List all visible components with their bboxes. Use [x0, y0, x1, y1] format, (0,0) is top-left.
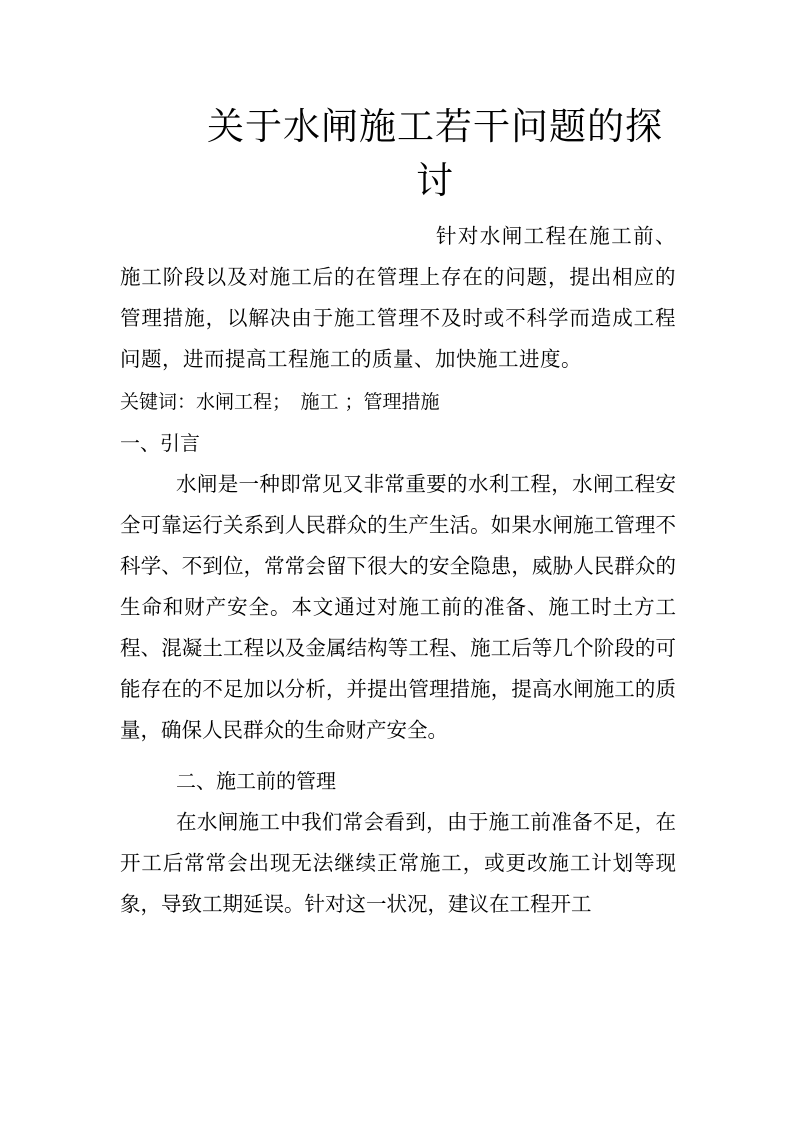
- section-heading-introduction: 一、引言: [120, 431, 200, 455]
- introduction-paragraph: 水闸是一种即常见又非常重要的水利工程，水闸工程安全可靠运行关系到人民群众的生产生活。如果水闸施工管理不科学、不到位，常常会留下很大的安全隐患，威胁人民群众的生命和财产安全。本文通过对施工前的准备、施工时土方工程、混凝土工程以及金属结构等工程、施工后等几个阶段的可能存在的不足加以分析，并提出管理措施，提高水闸施工的质量，确保人民群众的生命财产安全。: [120, 472, 676, 742]
- keywords-line: 关键词：水闸工程； 施工 ；管理措施: [120, 391, 440, 413]
- title-line-2: 讨: [416, 159, 454, 202]
- title-line-1: 关于水闸施工若干问题的探: [207, 105, 663, 148]
- abstract-paragraph: 针对水闸工程在施工前、施工阶段以及对施工后的在管理上存在的问题，提出相应的管理措施，以解决由于施工管理不及时或不科学而造成工程问题，进而提高工程施工的质量、加快施工进度。: [120, 224, 676, 371]
- document-body: [120, 216, 676, 925]
- document-title: [200, 100, 670, 208]
- section-heading-pre-construction: 二、施工前的管理: [176, 769, 336, 793]
- pre-construction-paragraph: 在水闸施工中我们常会看到，由于施工前准备不足，在开工后常常会出现无法继续正常施工，或更改施工计划等现象，导致工期延误。针对这一状况，建议在工程开工: [120, 810, 676, 916]
